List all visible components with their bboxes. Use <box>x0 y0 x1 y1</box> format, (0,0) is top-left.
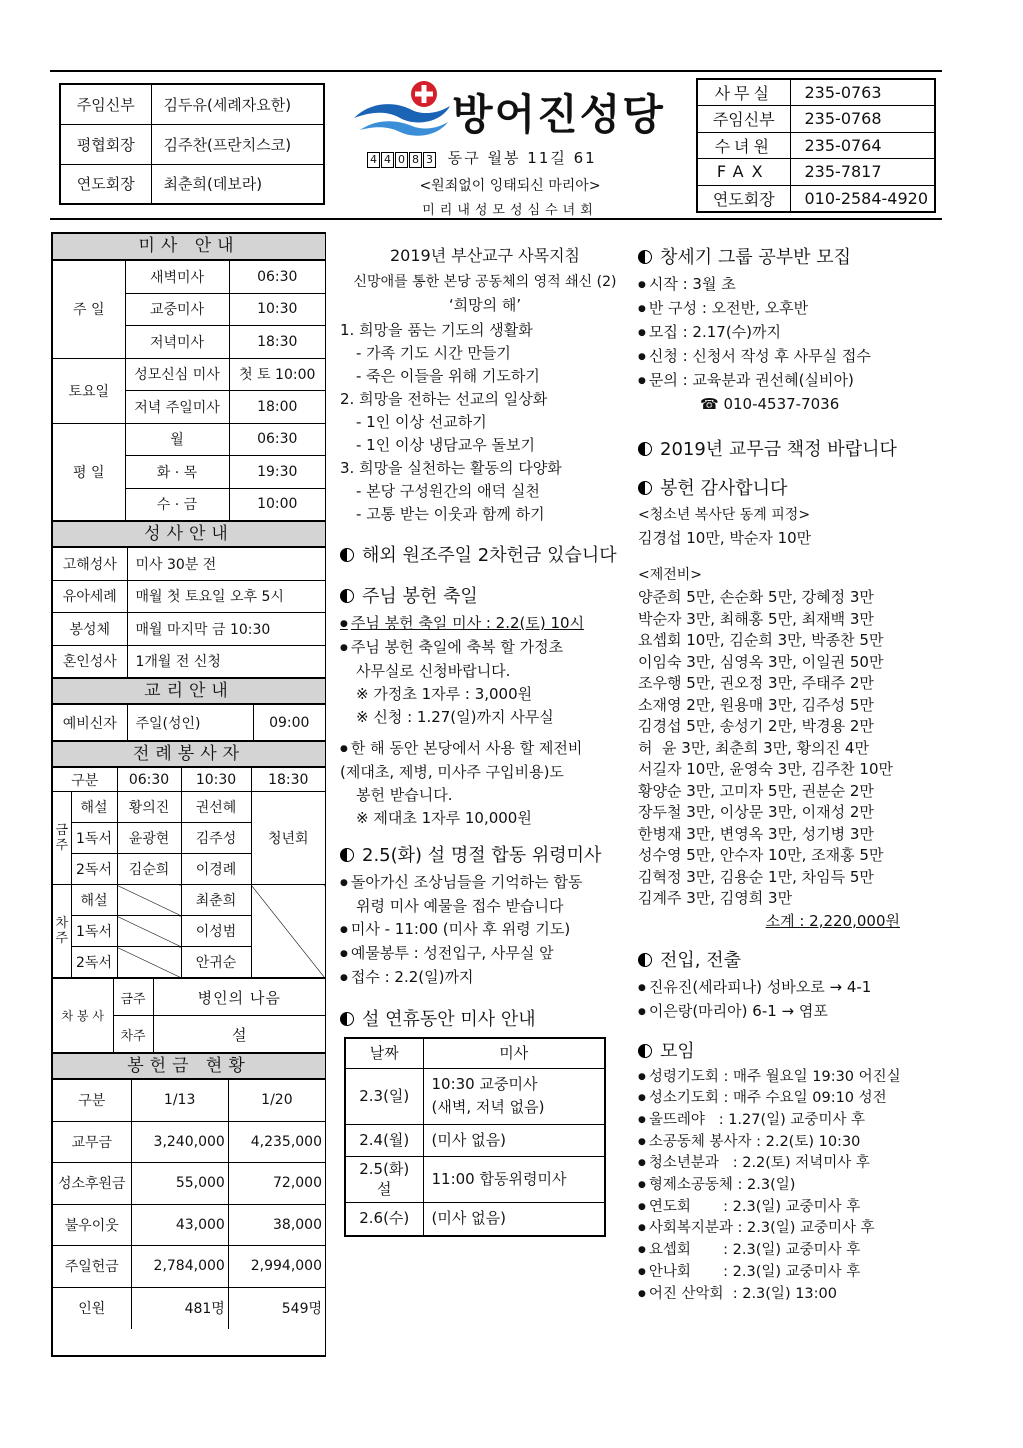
half-circle-icon <box>340 848 354 862</box>
thanks-subheading: <청소년 복사단 동계 피정> <box>638 507 811 523</box>
this-week-label: 금주 <box>53 792 71 885</box>
zip-digit: 0 <box>395 152 408 168</box>
feast-line: ※ 신청 : 1.27(일)까지 사무실 <box>356 708 554 726</box>
donor-line: 박순자 3만, 최해홍 5만, 최재백 3만 <box>638 609 874 628</box>
staff-table <box>59 83 325 205</box>
heading-text: 창세기 그룹 공부반 모집 <box>660 247 852 268</box>
overseas-heading <box>340 544 630 567</box>
genesis-heading <box>638 246 938 269</box>
moving-heading <box>638 949 938 972</box>
sacrament-info: 매월 첫 토요일 오후 5시 <box>127 580 325 613</box>
server-name: 최춘희 <box>181 885 251 916</box>
catechism-table <box>53 704 325 741</box>
pastoral-title: 2019년 부산교구 사목지침 <box>390 246 580 265</box>
feast-line: ※ 가정초 1자루 : 3,000원 <box>356 685 533 703</box>
meeting-line: ● 소공동체 봉사자 : 2.2(토) 10:30 <box>638 1132 938 1154</box>
phone-number: 235-7817 <box>790 159 935 186</box>
wave-cross-logo-icon <box>352 80 452 140</box>
holiday-mass: 11:00 합동위령미사 <box>423 1156 605 1202</box>
donor-line: 장두철 3만, 이상문 3만, 이재성 2만 <box>638 803 874 821</box>
donor-line: 요셉회 10만, 김순희 3만, 박종찬 5만 <box>638 631 884 649</box>
header-top-rule <box>50 70 942 72</box>
donor-line: 조우행 5만, 권오정 3만, 주태주 2만 <box>638 674 874 692</box>
church-address: 동구 월봉 11길 61 <box>447 149 597 167</box>
servers-col-header: 10:30 <box>181 768 251 792</box>
offering-amount: 3,240,000 <box>131 1121 228 1163</box>
meeting-line: ● 성소기도회 : 매주 수요일 09:10 성전 <box>638 1088 938 1110</box>
catechism-time: 09:00 <box>253 705 325 741</box>
mass-name: 새벽미사 <box>125 261 229 294</box>
empty-slash-cell <box>251 885 325 978</box>
server-name: 황의진 <box>117 792 181 823</box>
feast-line: ※ 제대초 1자루 10,000원 <box>356 809 532 827</box>
donor-line: 성수영 5만, 안수자 10만, 조재홍 5만 <box>638 846 884 864</box>
sacrament-name: 고해성사 <box>53 548 127 581</box>
heading-text: 모임 <box>660 1040 695 1062</box>
donor-line: 허 윤 3만, 최춘희 3만, 황의진 4만 <box>638 738 869 757</box>
holiday-mass: 10:30 교중미사 <box>431 1075 538 1093</box>
mass-name: 저녁미사 <box>125 326 229 359</box>
offering-category: 성소후원금 <box>53 1163 131 1205</box>
holiday-date: 2.6(수) <box>345 1202 423 1236</box>
phone-label: 수녀원 <box>697 132 790 159</box>
offering-amount: 549명 <box>228 1287 325 1329</box>
server-name: 안귀순 <box>181 947 251 978</box>
offering-amount: 55,000 <box>131 1163 228 1205</box>
sacrament-name: 혼인성사 <box>53 645 127 678</box>
memorial-line: ● 예물봉투 : 성전입구, 사무실 앞 <box>340 942 630 966</box>
mass-time: 10:30 <box>229 293 325 326</box>
meeting-line: ● 청소년분과 : 2.2(토) 저녁미사 후 <box>638 1153 938 1175</box>
mass-name: 수 · 금 <box>125 488 229 521</box>
meeting-heading <box>638 1040 938 1063</box>
offering-category: 교무금 <box>53 1121 131 1163</box>
pastoral-line: - 죽은 이들을 위해 기도하기 <box>356 367 540 385</box>
next-week-label: 차주 <box>53 885 71 978</box>
zip-code <box>367 149 442 167</box>
sunday-label: 주 일 <box>53 261 125 359</box>
thanks-subheading: <제전비> <box>638 567 703 583</box>
servers-col-header: 06:30 <box>117 768 181 792</box>
donor-line: 이임숙 3만, 심영옥 3만, 이일권 50만 <box>638 652 884 671</box>
pastoral-line: - 고통 받는 이웃과 함께 하기 <box>356 505 545 523</box>
heading-text: 전입, 전출 <box>660 949 741 971</box>
holiday-date-note: 설 <box>377 1180 392 1198</box>
catechism-label: 예비신자 <box>53 705 127 741</box>
zip-digit: 4 <box>381 152 394 168</box>
staff-name: 최춘희(데보라) <box>151 164 324 204</box>
servers-heading: 전례봉사자 <box>53 741 325 767</box>
server-role: 1독서 <box>71 916 117 947</box>
church-logo <box>352 80 672 140</box>
genesis-line: ● 모집 : 2.17(수)까지 <box>638 321 938 345</box>
staff-role: 주임신부 <box>60 84 151 124</box>
thanks-heading <box>638 477 938 500</box>
duty-value: 병인의 나음 <box>153 979 325 1016</box>
thanks-line: 김경섭 10만, 박순자 10만 <box>638 529 812 547</box>
mass-schedule-heading: 미사 안내 <box>53 234 325 260</box>
religious-order: 미리내성모성심수녀회 <box>422 203 598 218</box>
pastoral-line: - 본당 구성원간의 애덕 실천 <box>356 482 540 500</box>
staff-name: 김주찬(프란치스코) <box>151 124 324 164</box>
church-address-line <box>367 147 597 168</box>
sacrament-info: 1개월 전 신청 <box>127 645 325 678</box>
holiday-col-header: 미사 <box>423 1038 605 1068</box>
header-bottom-rule <box>50 218 942 220</box>
phone-number: 010-2584-4920 <box>790 185 935 212</box>
church-motto: <원죄없이 잉태되신 마리아> <box>419 178 601 194</box>
half-circle-icon <box>340 589 354 603</box>
donor-line: 서길자 10만, 윤영숙 3만, 김주찬 10만 <box>638 760 893 778</box>
genesis-phone: ☎ 010-4537-7036 <box>700 395 840 413</box>
server-role: 2독서 <box>71 947 117 978</box>
half-circle-icon <box>638 481 652 495</box>
memorial-line: 위령 미사 예물을 접수 받습니다 <box>356 897 564 915</box>
meeting-line: ● 요셉회 : 2.3(일) 교중미사 후 <box>638 1240 938 1262</box>
offering-category: 주일헌금 <box>53 1246 131 1288</box>
holiday-heading <box>340 1008 630 1031</box>
mass-schedule-table <box>53 260 325 521</box>
mass-time: 06:30 <box>229 261 325 294</box>
holiday-col-header: 날짜 <box>345 1038 423 1068</box>
sacrament-heading: 성사안내 <box>53 521 325 547</box>
server-role: 해설 <box>71 792 117 823</box>
mass-name: 월 <box>125 423 229 456</box>
duty-value: 설 <box>153 1016 325 1053</box>
sacrament-name: 봉성체 <box>53 613 127 646</box>
mass-name: 화 · 목 <box>125 456 229 489</box>
pastoral-line: 1. 희망을 품는 기도의 생활화 <box>340 321 533 339</box>
server-group: 청년회 <box>251 792 325 885</box>
feast-line: ● 주님 봉헌 축일 미사 : 2.2(토) 10시 <box>340 612 630 636</box>
servers-col-header: 18:30 <box>251 768 325 792</box>
server-name: 권선혜 <box>181 792 251 823</box>
donor-line: 소재영 2만, 원용매 3만, 김주성 5만 <box>638 695 874 714</box>
donation-subtotal: 소계 : 2,220,000원 <box>765 911 900 930</box>
heading-text: 해외 원조주일 2차헌금 있습니다 <box>362 545 617 566</box>
offering-amount: 2,994,000 <box>228 1246 325 1288</box>
this-week-label: 금주 <box>113 979 153 1016</box>
weekday-label: 평 일 <box>53 423 125 521</box>
mass-name: 성모신심 미사 <box>125 358 229 391</box>
holiday-mass: (새벽, 저녁 없음) <box>431 1098 545 1116</box>
pastoral-line: - 1인 이상 냉담교우 돌보기 <box>356 436 535 454</box>
zip-digit: 3 <box>423 152 436 168</box>
feast-line: 사무실로 신청바랍니다. <box>356 662 511 680</box>
servers-table <box>53 767 325 978</box>
half-circle-icon <box>340 548 354 562</box>
offering-table <box>53 1079 325 1329</box>
pastoral-subtitle: 신망애를 통한 본당 공동체의 영적 쇄신 (2) <box>353 274 617 290</box>
donor-line: 황양순 3만, 고미자 5만, 권분순 2만 <box>638 781 874 800</box>
offering-col-header: 구분 <box>53 1080 131 1122</box>
memorial-line: ● 미사 - 11:00 (미사 후 위령 기도) <box>340 918 630 942</box>
holiday-mass-table <box>344 1037 606 1237</box>
half-circle-icon <box>638 442 652 456</box>
next-week-label: 차주 <box>113 1016 153 1053</box>
mass-time: 10:00 <box>229 488 325 521</box>
half-circle-icon <box>638 1044 652 1058</box>
left-column <box>51 232 326 1357</box>
donor-line: 김경섭 5만, 송성기 2만, 박경용 2만 <box>638 717 874 735</box>
heading-text: 설 연휴동안 미사 안내 <box>362 1009 536 1030</box>
meeting-line: ● 형제소공동체 : 2.3(일) <box>638 1175 938 1197</box>
pastoral-line: 2. 희망을 전하는 선교의 일상화 <box>340 390 548 408</box>
cleaning-duty-table <box>53 978 325 1053</box>
duty-label: 차 봉 사 <box>53 979 113 1053</box>
zip-digit: 8 <box>409 152 422 168</box>
sacrament-info: 미사 30분 전 <box>127 548 325 581</box>
heading-text: 2019년 교무금 책정 바랍니다 <box>660 439 897 460</box>
phone-label: FAX <box>697 159 790 186</box>
right-column <box>638 232 938 1305</box>
feast-heading <box>340 585 630 608</box>
mass-time: 06:30 <box>229 423 325 456</box>
mass-name: 저녁 주일미사 <box>125 391 229 424</box>
genesis-line: ● 반 구성 : 오전반, 오후반 <box>638 297 938 321</box>
offering-amount: 2,784,000 <box>131 1246 228 1288</box>
offering-amount: 72,000 <box>228 1163 325 1205</box>
middle-column <box>340 244 630 1237</box>
offering-amount: 43,000 <box>131 1204 228 1246</box>
pastoral-line: 3. 희망을 실천하는 활동의 다양화 <box>340 459 562 477</box>
zip-digit: 4 <box>367 152 380 168</box>
server-name: 이경례 <box>181 854 251 885</box>
feast-line: ● 주님 봉헌 축일에 축복 할 가정초 <box>340 636 630 660</box>
servers-col-header: 구분 <box>53 768 117 792</box>
phone-number: 235-0763 <box>790 79 935 106</box>
staff-role: 연도회장 <box>60 164 151 204</box>
church-name: 방어진성당 <box>452 90 665 139</box>
mass-time: 19:30 <box>229 456 325 489</box>
memorial-line: ● 돌아가신 조상님들을 기억하는 합동 <box>340 871 630 895</box>
phone-label: 주임신부 <box>697 106 790 133</box>
server-role: 2독서 <box>71 854 117 885</box>
mass-time: 18:30 <box>229 326 325 359</box>
dues-heading <box>638 438 938 461</box>
server-role: 1독서 <box>71 823 117 854</box>
mass-name: 교중미사 <box>125 293 229 326</box>
offering-amount: 4,235,000 <box>228 1121 325 1163</box>
donor-line: 김계주 3만, 김영희 3만 <box>638 889 793 907</box>
moving-line: ● 진유진(세라피나) 성바오로 → 4-1 <box>638 976 938 1000</box>
phone-label: 연도회장 <box>697 185 790 212</box>
offering-col-header: 1/13 <box>131 1080 228 1122</box>
feast-line: ● 한 해 동안 본당에서 사용 할 제전비 <box>340 737 630 761</box>
empty-slash-cell <box>117 947 181 978</box>
half-circle-icon <box>638 250 652 264</box>
half-circle-icon <box>638 953 652 967</box>
staff-role: 평협회장 <box>60 124 151 164</box>
sacrament-table <box>53 547 325 678</box>
genesis-line: ● 시작 : 3월 초 <box>638 273 938 297</box>
saturday-label: 토요일 <box>53 358 125 423</box>
mass-time: 첫 토 10:00 <box>229 358 325 391</box>
holiday-date: 2.5(화) <box>359 1160 410 1178</box>
holiday-date: 2.4(월) <box>345 1124 423 1156</box>
phone-number: 235-0768 <box>790 106 935 133</box>
staff-name: 김두유(세례자요한) <box>151 84 324 124</box>
server-name: 이성범 <box>181 916 251 947</box>
donor-line: 양준희 5만, 손순화 5만, 강혜정 3만 <box>638 588 874 606</box>
holiday-mass: (미사 없음) <box>423 1202 605 1236</box>
offering-category: 인원 <box>53 1287 131 1329</box>
server-name: 윤광현 <box>117 823 181 854</box>
sacrament-info: 매월 마지막 금 10:30 <box>127 613 325 646</box>
server-role: 해설 <box>71 885 117 916</box>
catechism-day: 주일(성인) <box>127 705 253 741</box>
half-circle-icon <box>340 1012 354 1026</box>
sacrament-name: 유아세례 <box>53 580 127 613</box>
phone-number: 235-0764 <box>790 132 935 159</box>
pastoral-line: - 1인 이상 선교하기 <box>356 413 487 431</box>
server-name: 김순희 <box>117 854 181 885</box>
heading-text: 2.5(화) 설 명절 합동 위령미사 <box>362 845 602 866</box>
memorial-heading <box>340 844 630 867</box>
phone-table <box>696 78 936 213</box>
phone-label: 사무실 <box>697 79 790 106</box>
heading-text: 봉헌 감사합니다 <box>660 478 788 499</box>
offering-amount: 38,000 <box>228 1204 325 1246</box>
offering-category: 불우이웃 <box>53 1204 131 1246</box>
catechism-heading: 교리안내 <box>53 678 325 704</box>
donor-line: 한병재 3만, 변영옥 3만, 성기병 3만 <box>638 824 874 843</box>
memorial-line: ● 접수 : 2.2(일)까지 <box>340 966 630 990</box>
offering-col-header: 1/20 <box>228 1080 325 1122</box>
heading-text: 주님 봉헌 축일 <box>362 586 478 607</box>
feast-line: 봉헌 받습니다. <box>356 786 453 804</box>
server-name: 김주성 <box>181 823 251 854</box>
genesis-line: ● 문의 : 교육분과 권선혜(실비아) <box>638 369 938 393</box>
meeting-line: ● 안나회 : 2.3(일) 교중미사 후 <box>638 1262 938 1284</box>
holiday-date: 2.3(일) <box>345 1068 423 1124</box>
empty-slash-cell <box>117 916 181 947</box>
genesis-line: ● 신청 : 신청서 작성 후 사무실 접수 <box>638 345 938 369</box>
mass-time: 18:00 <box>229 391 325 424</box>
feast-line: (제대초, 제병, 미사주 구입비용)도 <box>340 763 564 781</box>
meeting-line: ● 울뜨레야 : 1.27(일) 교중미사 후 <box>638 1110 938 1132</box>
meeting-line: ● 사회복지분과 : 2.3(일) 교중미사 후 <box>638 1218 938 1240</box>
pastoral-line: - 가족 기도 시간 만들기 <box>356 344 511 362</box>
offering-amount: 481명 <box>131 1287 228 1329</box>
pastoral-theme: ‘희망의 해’ <box>448 296 522 314</box>
meeting-line: ● 어진 산악회 : 2.3(일) 13:00 <box>638 1284 938 1306</box>
meeting-line: ● 성령기도회 : 매주 월요일 19:30 어진실 <box>638 1067 938 1089</box>
offering-heading: 봉헌금 현황 <box>53 1053 325 1079</box>
empty-slash-cell <box>117 885 181 916</box>
donor-line: 김혁정 3만, 김용순 1만, 차임득 5만 <box>638 867 874 886</box>
holiday-mass: (미사 없음) <box>423 1124 605 1156</box>
meeting-line: ● 연도회 : 2.3(일) 교중미사 후 <box>638 1197 938 1219</box>
moving-line: ● 이은랑(마리아) 6-1 → 염포 <box>638 1000 938 1024</box>
